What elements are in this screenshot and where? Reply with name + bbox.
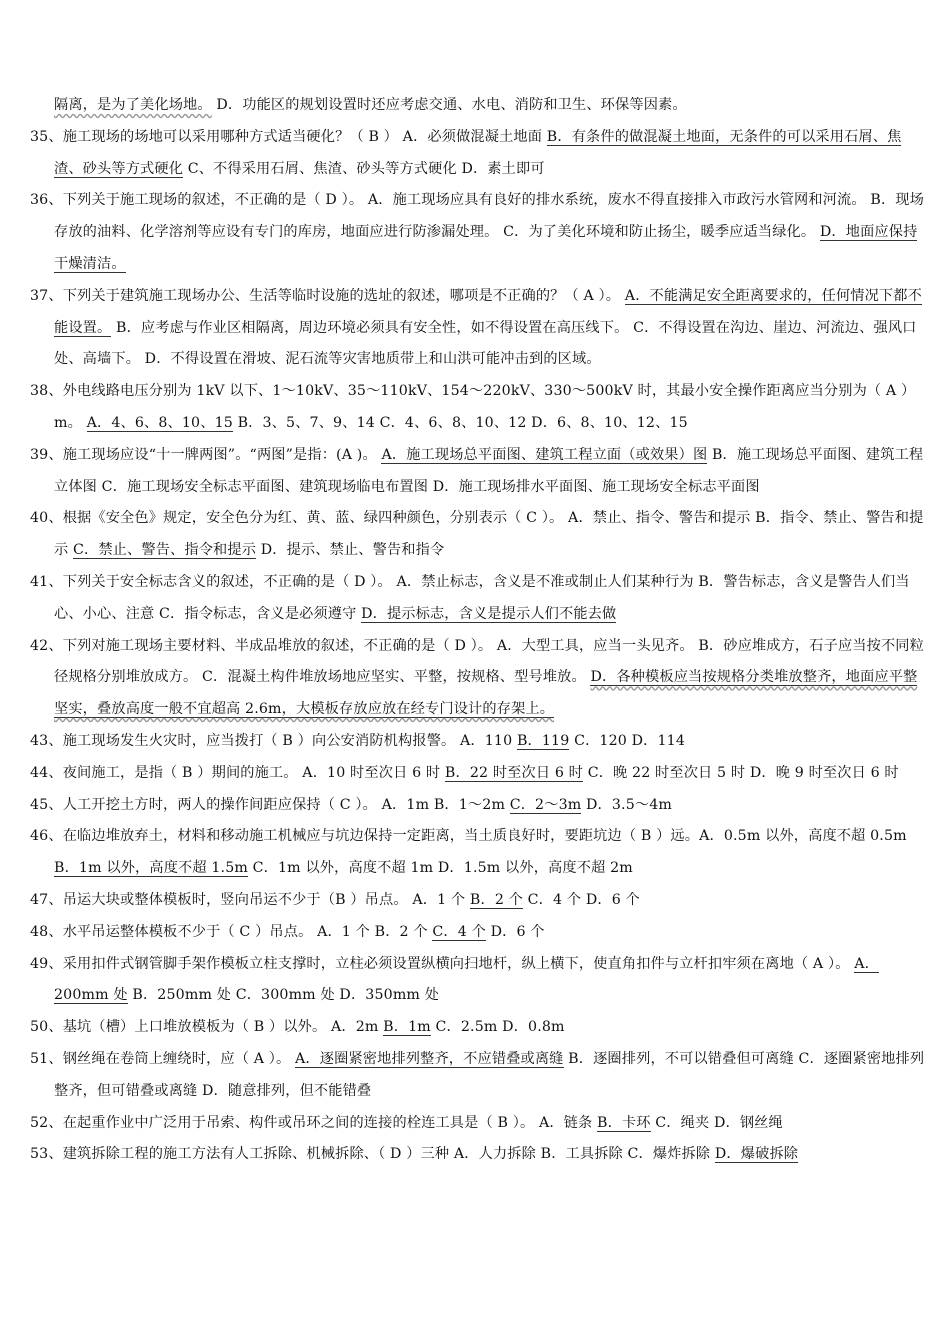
answer-text: B．119 — [516, 732, 570, 749]
question-q47 — [30, 885, 930, 917]
question-q51 — [30, 1044, 930, 1108]
question-q37 — [30, 281, 930, 376]
question-text: D．3.5～4m — [581, 796, 673, 813]
question-text: D．6 个 — [485, 923, 545, 940]
question-q35 — [30, 122, 930, 186]
question-text: C．120 D．114 — [569, 732, 685, 749]
question-text: 39、施工现场应设“十一牌两图”。“两图”是指：(A )。 — [30, 446, 382, 463]
question-text: 37、下列关于建筑施工现场办公、生活等临时设施的选址的叙述，哪项是不正确的？（ A ）。 — [30, 287, 625, 304]
question-q45 — [30, 790, 930, 822]
question-text: C．晚 22 时至次日 5 时 D．晚 9 时至次日 6 时 — [583, 764, 899, 781]
question-q44 — [30, 758, 930, 790]
question-text: 47、吊运大块或整体模板时，竖向吊运不少于（B ）吊点。 A．1 个 — [30, 891, 470, 908]
answer-text: C．4 个 — [432, 923, 486, 940]
question-text: B．3、5、7、9、14 C．4、6、8、10、12 D．6、8、10、12、15 — [232, 414, 688, 431]
question-text: 46、在临边堆放弃土，材料和移动施工机械应与坑边保持一定距离，当土质良好时，要距坑边（ B ）远。A．0.5m 以外，高度不超 0.5m — [30, 828, 907, 845]
question-q38 — [30, 376, 930, 440]
answer-text: D．爆破拆除 — [714, 1146, 799, 1163]
answer-text: B．有条件的做混凝土地面，无条件的可以采用石屑、焦渣、砂头等方式硬化 — [54, 128, 902, 177]
question-q36 — [30, 185, 930, 280]
question-text: 50、基坑（槽）上口堆放模板为（ B ）以外。 A．2m — [30, 1019, 384, 1036]
question-list — [30, 90, 930, 1171]
question-text: C．1m 以外，高度不超 1m D．1.5m 以外，高度不超 2m — [248, 860, 633, 877]
question-q42 — [30, 631, 930, 726]
question-q48 — [30, 917, 930, 949]
answer-text: B．1m — [383, 1019, 431, 1036]
question-q41 — [30, 567, 930, 631]
question-text: B．应考虑与作业区相隔离，周边环境必须具有安全性，如不得设置在高压线下。 C．不得设置在沟边、崖边、河流边、强风口处、高墙下。 D．不得设置在滑坡、泥石流等灾害地质带上和山洪可能冲击到的区域。 — [54, 319, 917, 368]
question-text: 42、下列对施工现场主要材料、半成品堆放的叙述，不正确的是（ D ）。 A．大型工具，应当一头见齐。 B．砂应堆成方，石子应当按不同粒径规格分别堆放成方。 C．混凝土构件堆放场地应坚实、平整，按规格、型号堆放。 — [30, 637, 924, 686]
question-text: 51、钢丝绳在卷筒上缠绕时，应（ A ）。 — [30, 1050, 296, 1067]
question-text: 43、施工现场发生火灾时，应当拨打（ B ）向公安消防机构报警。 A．110 — [30, 732, 517, 749]
answer-text: A．200mm 处 — [54, 955, 879, 1004]
answer-text: B．卡环 — [597, 1114, 651, 1131]
answer-text: A．施工现场总平面图、建筑工程立面（或效果）图 — [381, 446, 708, 463]
question-q49 — [30, 949, 930, 1013]
question-text: B．250mm 处 C．300mm 处 D．350mm 处 — [127, 987, 440, 1004]
question-text: C．绳夹 D．钢丝绳 — [650, 1114, 783, 1131]
answer-text: A．不能满足安全距离要求的，任何情况下都不能设置。 — [54, 287, 922, 336]
question-text: 38、外电线路电压分别为 1kV 以下、1～10kV、35～110kV、154～220kV、330～500kV 时，其最小安全操作距离应当分别为（ A ）m。 — [30, 383, 916, 431]
answer-text: A．4、6、8、10、15 — [86, 414, 233, 431]
question-text: 36、下列关于施工现场的叙述，不正确的是（ D ）。 A．施工现场应具有良好的排水系统，废水不得直接排入市政污水管网和河流。 B．现场存放的油料、化学溶剂等应设有专门的库房，地面应进行防渗漏处理。 C．为了美化环境和防止扬尘，暖季应适当绿化。 — [30, 192, 924, 241]
question-q50 — [30, 1012, 930, 1044]
question-q39 — [30, 440, 930, 504]
question-text: C．2.5m D．0.8m — [430, 1019, 565, 1036]
question-text: 40、根据《安全色》规定，安全色分为红、黄、蓝、绿四种颜色，分别表示（ C ）。 A．禁止、指令、警告和提示 B．指令、禁止、警告和提示 — [30, 510, 924, 559]
question-text: 45、人工开挖土方时，两人的操作间距应保持（ C ）。 A．1m B．1～2m — [30, 796, 510, 813]
question-text: C、不得采用石屑、焦渣、砂头等方式硬化 D．素土即可 — [183, 160, 545, 177]
question-text: B．施工现场总平面图、建筑工程立体图 C．施工现场安全标志平面图、建筑现场临电布置图 D．施工现场排水平面图、施工现场安全标志平面图 — [54, 446, 924, 495]
question-text: 41、下列关于安全标志含义的叙述，不正确的是（ D ）。 A．禁止标志，含义是不准或制止人们某种行为 B．警告标志，含义是警告人们当心、小心、注意 C．指令标志，含义是必须遵守 — [30, 573, 910, 622]
question-text: 52、在起重作业中广泛用于吊索、构件或吊环之间的连接的栓连工具是（ B ）。 A．链条 — [30, 1114, 598, 1131]
question-text: 35、施工现场的场地可以采用哪种方式适当硬化？（ B ） A．必须做混凝土地面 — [30, 128, 547, 145]
question-q52 — [30, 1108, 930, 1140]
question-text: 44、夜间施工，是指（ B ）期间的施工。 A．10 时至次日 6 时 — [30, 764, 445, 781]
question-text: B．逐圈排列，不可以错叠但可离缝 C．逐圈紧密地排列整齐，但可错叠或离缝 D．随意排列，但不能错叠 — [54, 1050, 925, 1099]
question-q53 — [30, 1139, 930, 1171]
answer-text: C．禁止、警告、指令和提示 — [73, 542, 257, 559]
answer-text: 隔离，是为了美化场地。 — [54, 97, 212, 113]
question-text: 49、采用扣件式钢管脚手架作模板立柱支撑时，立柱必须设置纵横向扫地杆，纵上横下，使直角扣件与立杆扣牢须在离地（ A ）。 — [30, 955, 855, 972]
answer-text: B．2 个 — [469, 891, 524, 908]
answer-text: B．22 时至次日 6 时 — [444, 764, 584, 781]
answer-text: D．各种模板应当按规格分类堆放整齐，地面应平整坚实，叠放高度一般不宜超高 2.6m，大模板存放应放在经专门设计的存架上。 — [54, 669, 918, 718]
question-q40 — [30, 503, 930, 567]
answer-text: C．2～3m — [509, 796, 582, 813]
question-text: D．功能区的规划设置时还应考虑交通、水电、消防和卫生、环保等因素。 — [211, 97, 687, 113]
answer-text: D．提示标志，含义是提示人们不能去做 — [361, 605, 617, 622]
answer-text: A．逐圈紧密地排列整齐，不应错叠或离缝 — [295, 1050, 564, 1067]
question-text: 48、水平吊运整体模板不少于（ C ）吊点。 A．1 个 B．2 个 — [30, 923, 433, 940]
question-q34 — [30, 90, 930, 122]
question-text: C．4 个 D．6 个 — [523, 891, 640, 908]
question-text: D．提示、禁止、警告和指令 — [256, 542, 445, 559]
question-q43 — [30, 726, 930, 758]
question-text: 53、建筑拆除工程的施工方法有人工拆除、机械拆除、（ D ）三种 A．人力拆除 B．工具拆除 C．爆炸拆除 — [30, 1146, 715, 1163]
answer-text: D．地面应保持干燥清洁。 — [54, 224, 918, 272]
question-q46 — [30, 821, 930, 885]
answer-text: B．1m 以外，高度不超 1.5m — [54, 860, 248, 877]
